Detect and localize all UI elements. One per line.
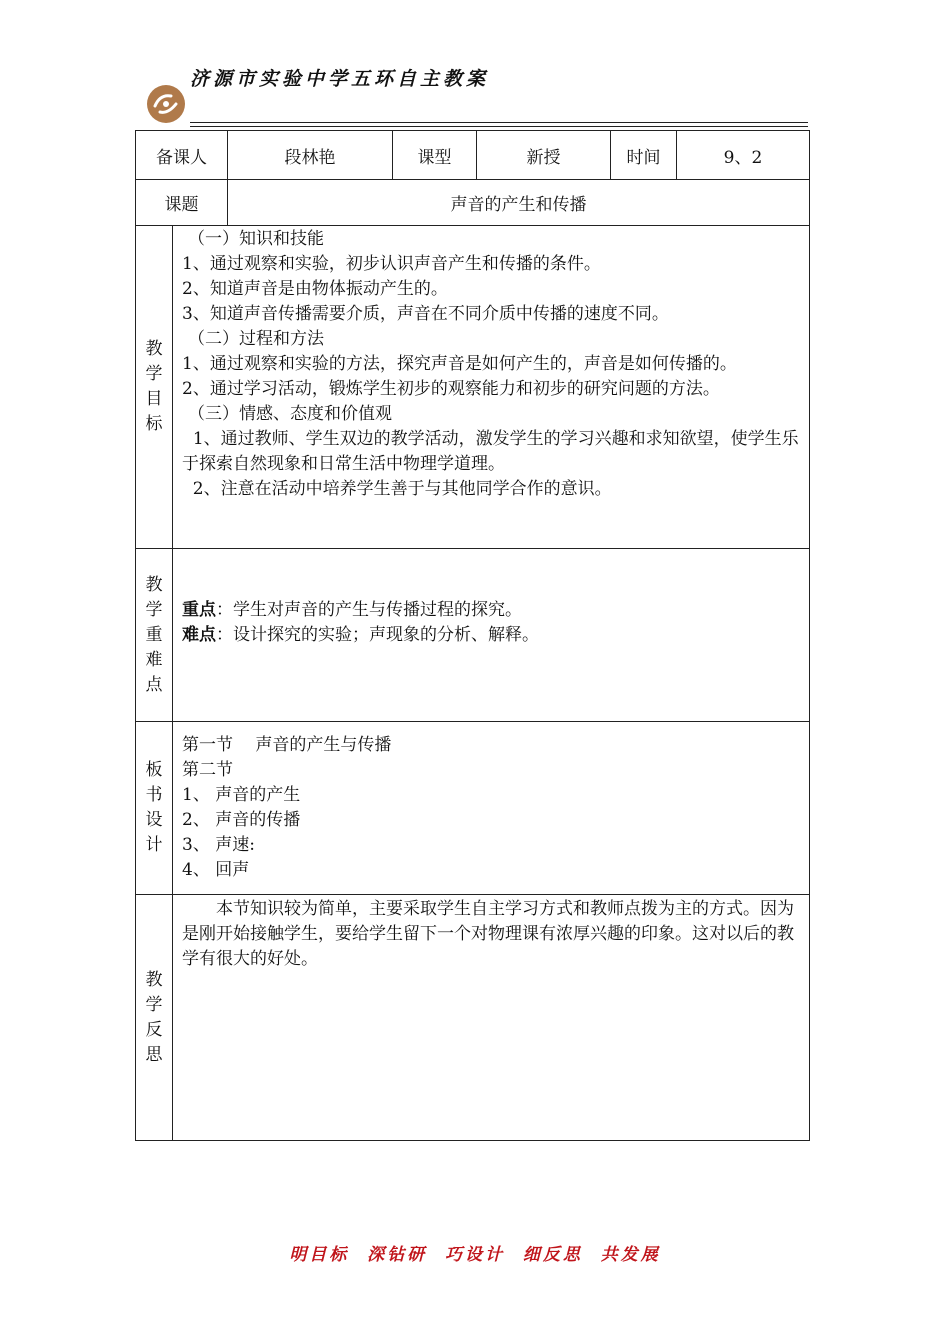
- header-rule-thin: [190, 126, 808, 127]
- objectives-content: [173, 226, 810, 549]
- type-label: 课型: [393, 131, 477, 180]
- objectives-label: 教 学 目 标: [136, 226, 173, 549]
- objectives-row: [136, 226, 810, 549]
- school-logo-icon: [146, 84, 186, 124]
- board-design-label: 板 书 设 计: [136, 722, 173, 895]
- key-label: 重点: [182, 600, 216, 620]
- objective-line: 1、通过教师、学生双边的教学活动，激发学生的学习兴趣和求知欲望，使学生乐于探索自然现象和日常生活中物理学道理。: [182, 429, 799, 474]
- objective-line: （二）过程和方法: [188, 329, 324, 349]
- objective-line: 2、注意在活动中培养学生善于与其他同学合作的意识。: [182, 479, 612, 499]
- lesson-plan-table: [135, 130, 810, 1141]
- type-value: 新授: [477, 131, 611, 180]
- key-points-label: 教 学 重 难 点: [136, 549, 173, 722]
- board-design-content: [173, 722, 810, 895]
- objective-line: （三）情感、态度和价值观: [188, 404, 392, 424]
- board-line: 2、 声音的传播: [182, 810, 301, 830]
- board-line: 3、 声速:: [182, 835, 255, 855]
- time-label: 时间: [611, 131, 677, 180]
- board-line: 第一节 声音的产生与传播: [182, 735, 392, 755]
- objective-line: 2、通过学习活动，锻炼学生初步的观察能力和初步的研究问题的方法。: [182, 379, 720, 399]
- topic-row: [136, 180, 810, 226]
- key-point-line: [182, 598, 803, 623]
- difficult-point-line: [182, 623, 803, 648]
- objective-line: 1、通过观察和实验的方法，探究声音是如何产生的，声音是如何传播的。: [182, 354, 737, 374]
- board-line: 4、 回声: [182, 860, 250, 880]
- key-points-row: [136, 549, 810, 722]
- reflection-label: 教 学 反 思: [136, 895, 173, 1141]
- difficult-text: ：设计探究的实验；声现象的分析、解释。: [216, 625, 539, 645]
- difficult-label: 难点: [182, 625, 216, 645]
- topic-label: 课题: [136, 180, 228, 226]
- objective-line: 3、知道声音传播需要介质，声音在不同介质中传播的速度不同。: [182, 304, 669, 324]
- footer-motto: 明目标 深钻研 巧设计 细反思 共发展: [289, 1245, 661, 1265]
- key-points-content: [173, 549, 810, 722]
- time-value: 9、2: [677, 131, 810, 180]
- objective-line: 2、知道声音是由物体振动产生的。: [182, 279, 448, 299]
- topic-value: 声音的产生和传播: [228, 180, 810, 226]
- info-row: [136, 131, 810, 180]
- reflection-content: [173, 895, 810, 1141]
- key-text: ：学生对声音的产生与传播过程的探究。: [216, 600, 522, 620]
- objective-line: 1、通过观察和实验，初步认识声音产生和传播的条件。: [182, 254, 601, 274]
- preparer-label: 备课人: [136, 131, 228, 180]
- board-line: 1、 声音的产生: [182, 785, 301, 805]
- school-title: 济源市实验中学五环自主教案: [190, 68, 490, 90]
- reflection-row: [136, 895, 810, 1141]
- board-line: 第二节: [182, 760, 233, 780]
- board-design-row: [136, 722, 810, 895]
- header-rule: [190, 122, 808, 123]
- preparer-name: 段林艳: [228, 131, 393, 180]
- reflection-text: 本节知识较为简单，主要采取学生自主学习方式和教师点拨为主的方式。因为是刚开始接触学生，要给学生留下一个对物理课有浓厚兴趣的印象。这对以后的教学有很大的好处。: [182, 899, 794, 969]
- objective-line: （一）知识和技能: [188, 229, 324, 249]
